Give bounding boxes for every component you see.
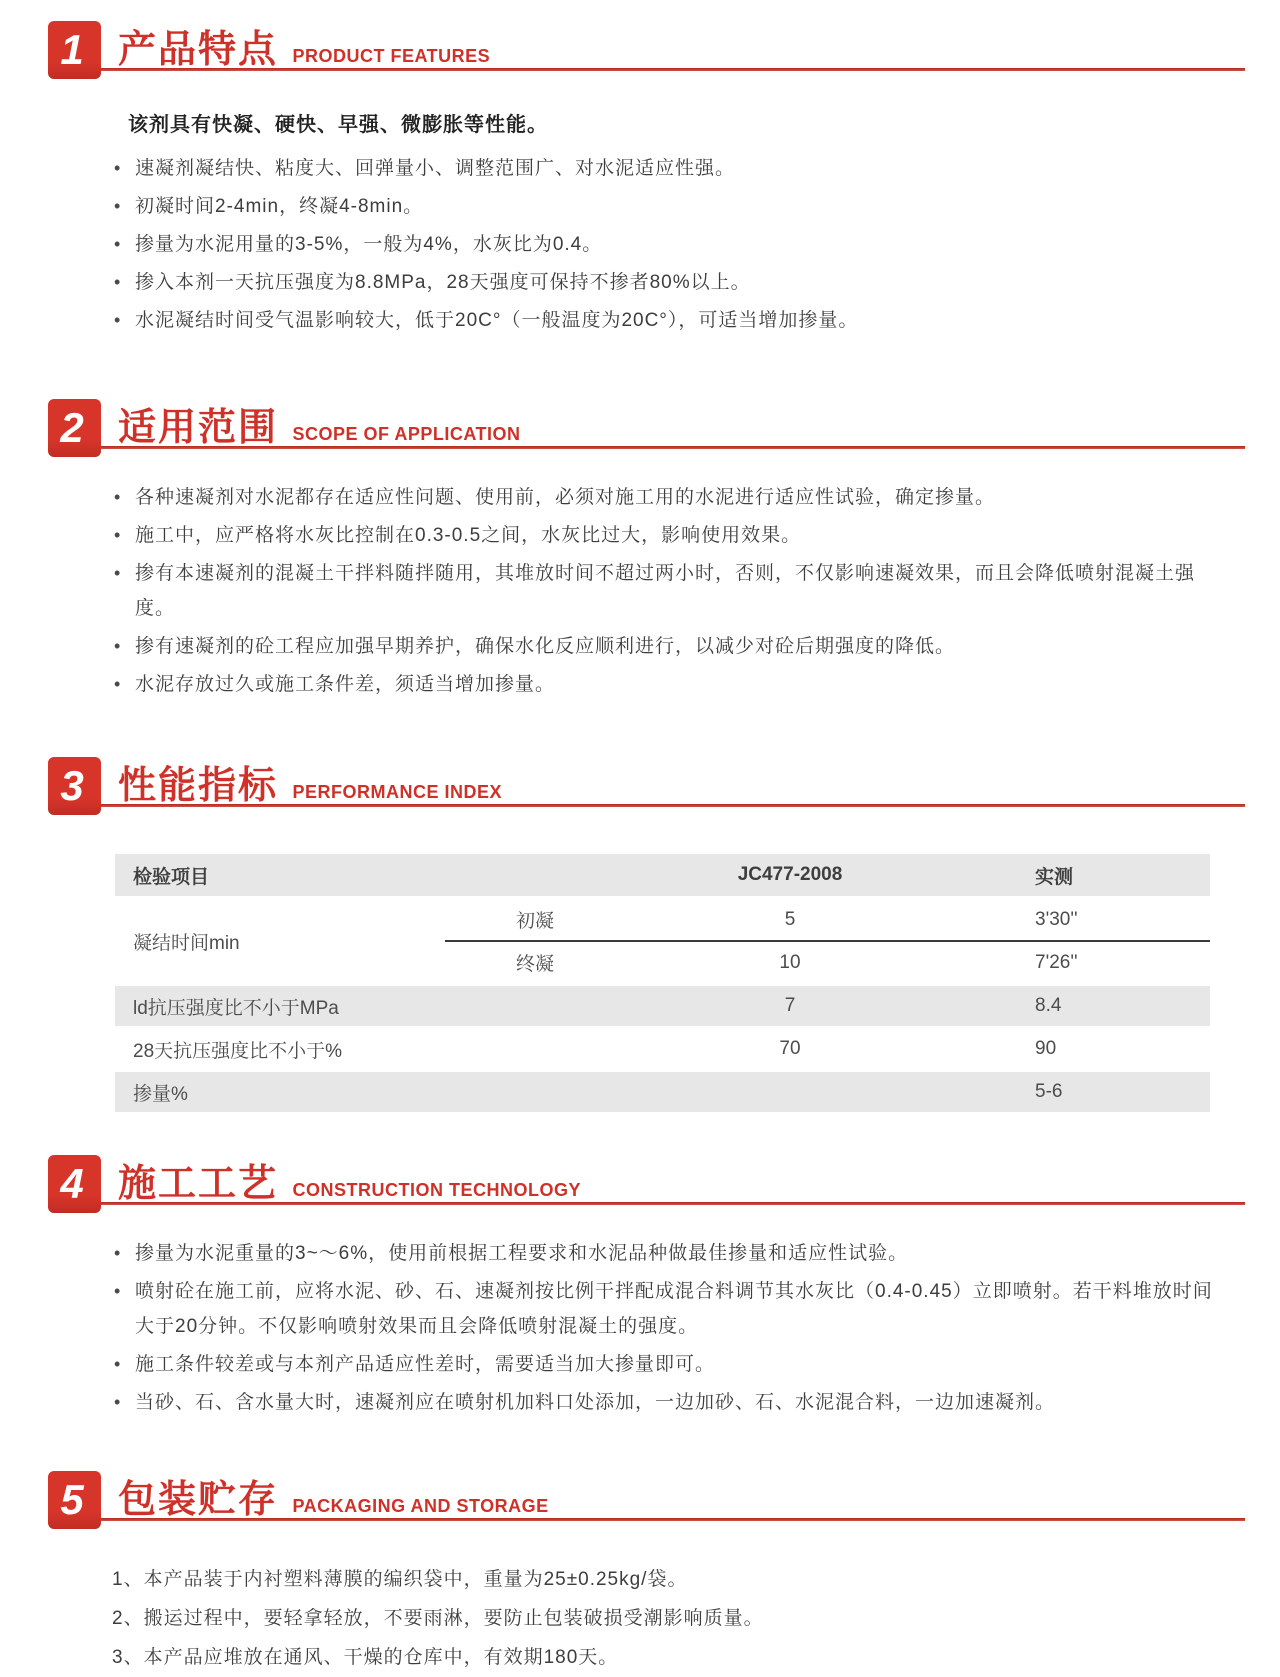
section-3-titles xyxy=(118,754,502,809)
bullet-dot-icon: • xyxy=(114,272,122,292)
bullet-text: 速凝剂凝结快、粘度大、回弹量小、调整范围广、对水泥适应性强。 xyxy=(135,158,736,179)
bullet-text: 施工条件较差或与本剂产品适应性差时，需要适当加大掺量即可。 xyxy=(135,1354,716,1375)
table-cell-measured: 5-6 xyxy=(1035,1081,1063,1102)
bullet-dot-icon: • xyxy=(114,1281,122,1301)
table-cell-jc: 70 xyxy=(779,1038,801,1059)
table-cell-sublabel: 初凝 xyxy=(515,911,554,932)
table-cell-measured: 8.4 xyxy=(1035,995,1062,1016)
bullet-text: 掺量为水泥重量的3~～6%，使用前根据工程要求和水泥品种做最佳掺量和适应性试验。 xyxy=(135,1243,909,1264)
table-header-item: 检验项目 xyxy=(133,866,210,888)
section-4-number-badge xyxy=(48,1155,101,1213)
bullet-dot-icon: • xyxy=(114,1354,122,1374)
numbered-item: 2、搬运过程中，要轻拿轻放，不要雨淋，要防止包装破损受潮影响质量。 xyxy=(112,1608,764,1629)
bullet-item xyxy=(112,227,1215,262)
bullet-text: 各种速凝剂对水泥都存在适应性问题、使用前，必须对施工用的水泥进行适应性试验，确定掺量。 xyxy=(135,487,996,508)
bullet-item xyxy=(112,265,1215,300)
section-construction-technology xyxy=(48,1158,1245,1420)
numbered-item: 3、本产品应堆放在通风、干燥的仓库中，有效期180天。 xyxy=(112,1647,619,1668)
table-row-setting-time xyxy=(115,899,1210,983)
table-cell-jc: 10 xyxy=(779,951,801,973)
bullet-item xyxy=(112,1347,1215,1382)
section-1-number-badge xyxy=(48,21,101,79)
bullet-text: 掺量为水泥用量的3-5%，一般为4%，水灰比为0.4。 xyxy=(135,234,603,255)
bullet-dot-icon: • xyxy=(114,487,122,507)
bullet-item xyxy=(112,518,1215,553)
bullet-dot-icon: • xyxy=(114,563,122,583)
section-2-header xyxy=(48,402,1245,466)
section-4-title-en: CONSTRUCTION TECHNOLOGY xyxy=(292,1180,581,1200)
section-4-header xyxy=(48,1158,1245,1222)
section-3-header xyxy=(48,760,1245,824)
table-row-1d-strength xyxy=(115,986,1210,1026)
section-4-bullets xyxy=(112,1236,1215,1420)
bullet-text: 施工中，应严格将水灰比控制在0.3-0.5之间，水灰比过大，影响使用效果。 xyxy=(135,525,802,546)
bullet-dot-icon: • xyxy=(114,310,122,330)
section-2-title-en: SCOPE OF APPLICATION xyxy=(292,424,521,444)
table-cell-item: ld抗压强度比不小于MPa xyxy=(133,997,339,1019)
bullet-text: 喷射砼在施工前，应将水泥、砂、石、速凝剂按比例干拌配成混合料调节其水灰比（0.4-0.45）立即喷射。若干料堆放时间大于20分钟。不仅影响喷射效果而且会降低喷射混凝土的强度。 xyxy=(135,1281,1213,1337)
table-header-row xyxy=(115,854,1210,896)
bullet-item xyxy=(112,189,1215,224)
bullet-dot-icon: • xyxy=(114,234,122,254)
section-2-number: 2 xyxy=(60,404,84,451)
section-5-title-en: PACKAGING AND STORAGE xyxy=(292,1496,549,1516)
section-5-number: 5 xyxy=(60,1476,84,1523)
section-1-number: 1 xyxy=(60,26,84,73)
section-3-number-badge xyxy=(48,757,101,815)
section-1-title-cn: 产品特点 xyxy=(118,29,279,71)
bullet-item xyxy=(112,480,1215,515)
setting-time-subrows xyxy=(445,899,1210,983)
bullet-dot-icon: • xyxy=(114,1243,122,1263)
table-cell-item: 掺量% xyxy=(133,1083,188,1105)
section-1-bullets xyxy=(112,151,1215,338)
section-4-title-cn: 施工工艺 xyxy=(118,1163,279,1205)
table-header-jc: JC477-2008 xyxy=(737,864,843,885)
section-1-intro: 该剂具有快凝、硬快、早强、微膨胀等性能。 xyxy=(128,114,548,136)
section-5-number-badge xyxy=(48,1471,101,1529)
bullet-text: 掺有本速凝剂的混凝土干拌料随拌随用，其堆放时间不超过两小时，否则，不仅影响速凝效果，而且会降低喷射混凝土强度。 xyxy=(135,563,1196,619)
table-subrow-initial-set xyxy=(445,899,1210,940)
section-2-number-badge xyxy=(48,399,101,457)
section-3-title-en: PERFORMANCE INDEX xyxy=(292,782,502,802)
bullet-item xyxy=(112,667,1215,702)
bullet-dot-icon: • xyxy=(114,1392,122,1412)
table-cell-item: 凝结时间min xyxy=(133,932,240,954)
bullet-text: 初凝时间2-4min，终凝4-8min。 xyxy=(135,196,424,217)
table-cell-sublabel: 终凝 xyxy=(515,954,554,975)
table-header-measured: 实测 xyxy=(1035,866,1074,888)
table-cell-measured: 3'30'' xyxy=(1035,908,1078,930)
performance-table xyxy=(115,854,1210,1112)
numbered-item: 1、本产品装于内衬塑料薄膜的编织袋中，重量为25±0.25kg/袋。 xyxy=(112,1569,688,1590)
bullet-dot-icon: • xyxy=(114,196,122,216)
section-5-items xyxy=(112,1560,1215,1677)
section-packaging-storage xyxy=(48,1474,1245,1677)
table-cell-item: 28天抗压强度比不小于% xyxy=(133,1040,343,1062)
section-2-title-cn: 适用范围 xyxy=(118,407,279,449)
table-cell-jc: 7 xyxy=(784,995,796,1016)
table-row-dosage xyxy=(115,1072,1210,1112)
bullet-item xyxy=(112,629,1215,664)
table-cell-jc: 5 xyxy=(784,908,796,930)
section-4-number: 4 xyxy=(60,1160,84,1207)
table-row-28d-strength xyxy=(115,1029,1210,1069)
bullet-dot-icon: • xyxy=(114,525,122,545)
section-1-title-en: PRODUCT FEATURES xyxy=(292,46,491,66)
section-2-bullets xyxy=(112,480,1215,702)
bullet-item xyxy=(112,556,1215,626)
section-3-title-cn: 性能指标 xyxy=(118,765,279,807)
section-product-features xyxy=(48,0,1245,338)
section-1-header xyxy=(48,24,1245,88)
table-cell-measured: 90 xyxy=(1035,1038,1057,1059)
section-1-titles xyxy=(118,18,490,73)
bullet-text: 水泥存放过久或施工条件差，须适当增加掺量。 xyxy=(135,674,556,695)
section-scope-of-application xyxy=(48,402,1245,702)
section-5-title-cn: 包装贮存 xyxy=(118,1479,279,1521)
section-5-header xyxy=(48,1474,1245,1538)
bullet-item xyxy=(112,303,1215,338)
table-cell-measured: 7'26'' xyxy=(1035,951,1078,973)
section-5-titles xyxy=(118,1468,549,1523)
bullet-text: 水泥凝结时间受气温影响较大，低于20C°（一般温度为20C°），可适当增加掺量。 xyxy=(135,310,859,331)
section-performance-index xyxy=(48,760,1245,1112)
bullet-item xyxy=(112,1385,1215,1420)
section-3-number: 3 xyxy=(60,762,84,809)
section-4-titles xyxy=(118,1152,581,1207)
bullet-text: 掺有速凝剂的砼工程应加强早期养护，确保水化反应顺利进行，以减少对砼后期强度的降低。 xyxy=(135,636,956,657)
bullet-item xyxy=(112,1236,1215,1271)
table-subrow-final-set xyxy=(445,942,1210,983)
section-2-titles xyxy=(118,396,520,451)
bullet-text: 当砂、石、含水量大时，速凝剂应在喷射机加料口处添加，一边加砂、石、水泥混合料，一边加速凝剂。 xyxy=(135,1392,1056,1413)
bullet-item xyxy=(112,151,1215,186)
bullet-dot-icon: • xyxy=(114,636,122,656)
bullet-dot-icon: • xyxy=(114,674,122,694)
bullet-text: 掺入本剂一天抗压强度为8.8MPa，28天强度可保持不掺者80%以上。 xyxy=(135,272,751,293)
bullet-item xyxy=(112,1274,1215,1344)
bullet-dot-icon: • xyxy=(114,158,122,178)
